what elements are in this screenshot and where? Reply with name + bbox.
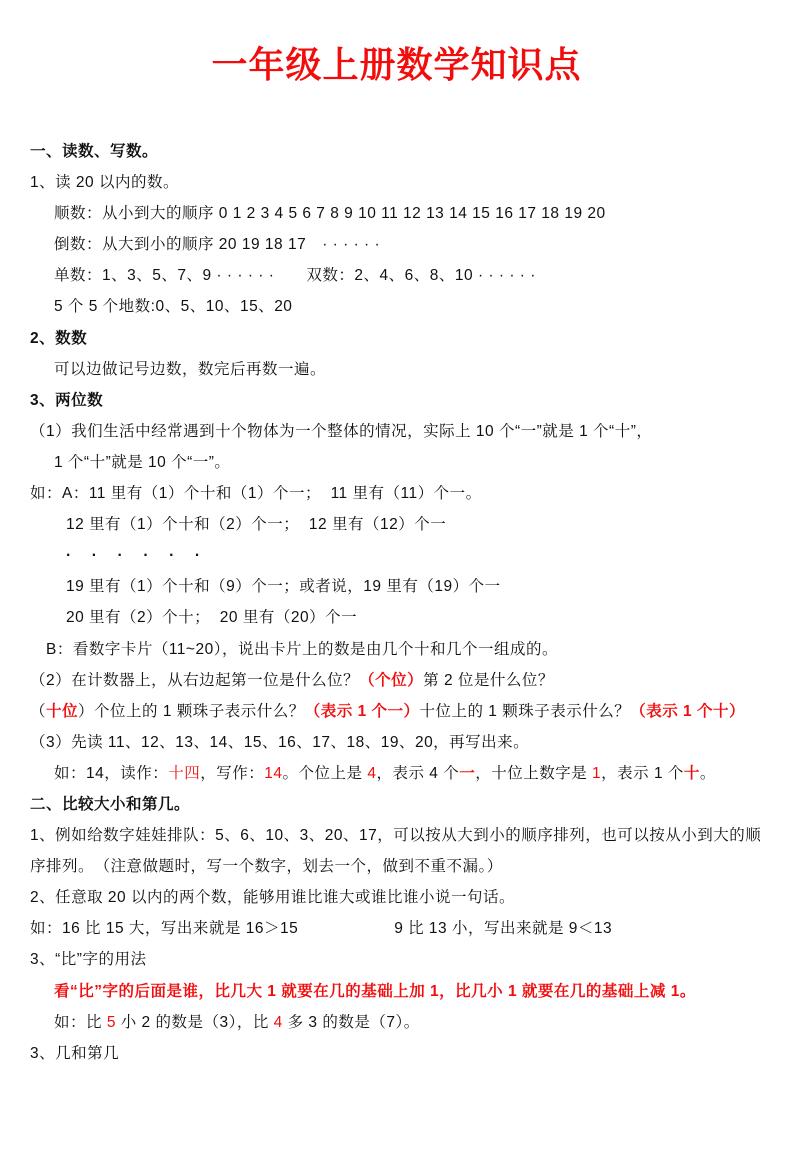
text-segment: · · · · · · [66, 547, 205, 565]
highlighted-text-segment: （个位） [359, 671, 424, 689]
paragraph-line [0, 1038, 793, 1069]
text-segment: 序排列。 （注意做题时，写一个数字，划去一个，做到不重不漏。） [30, 858, 503, 876]
paragraph-line [0, 354, 793, 385]
text-segment: ）个位上的 1 颗珠子表示什么？ [78, 702, 305, 720]
paragraph-line [0, 447, 793, 478]
text-segment: 3、两位数 [30, 391, 104, 409]
highlighted-text-segment: 一 [459, 764, 476, 782]
paragraph-line [0, 976, 793, 1007]
text-segment: 二、比较大小和第几。 [30, 795, 191, 813]
text-segment: 1 个“十”就是 10 个“一”。 [54, 453, 231, 471]
paragraph-line [0, 136, 793, 167]
text-segment: 2、数数 [30, 329, 88, 347]
text-segment: （ [30, 702, 47, 720]
text-segment: 。个位上是 [282, 764, 368, 782]
paragraph-line [0, 758, 793, 789]
text-segment: 十位上的 1 颗珠子表示什么？ [419, 702, 631, 720]
paragraph-line [0, 229, 793, 260]
paragraph-line [0, 851, 793, 882]
highlighted-text-segment: 4 [273, 1013, 283, 1031]
paragraph-line [0, 385, 793, 416]
text-segment: 一、读数、写数。 [30, 143, 159, 160]
text-segment: 20 里有（2）个十； 20 里有（20）个一 [66, 609, 358, 627]
text-segment: ，表示 4 个 [376, 764, 460, 782]
paragraph-line [0, 602, 793, 633]
text-segment: 1、读 20 以内的数。 [30, 174, 179, 192]
text-segment: 。 [699, 764, 716, 782]
text-segment: ，十位上数字是 [475, 764, 593, 782]
highlighted-text-segment: （表示 1 个十） [630, 702, 745, 720]
paragraph-line [0, 167, 793, 198]
paragraph-line [0, 944, 793, 975]
paragraph-line [0, 789, 793, 820]
text-segment: 顺数：从小到大的顺序 0 1 2 3 4 5 6 7 8 9 10 11 12 13 14 15 16 17 18 19 20 [54, 205, 606, 223]
text-segment: 3、“比”字的用法 [30, 951, 147, 969]
highlighted-text-segment: 5 [106, 1013, 116, 1031]
text-segment: 如：比 [54, 1013, 107, 1031]
text-segment: 第 2 位是什么位？ [423, 671, 554, 689]
text-segment: 19 里有（1）个十和（9）个一；或者说，19 里有（19）个一 [66, 578, 501, 596]
text-segment: 5 个 5 个地数:0、5、10、15、20 [54, 298, 293, 316]
text-segment: 可以边做记号边数，数完后再数一遍。 [54, 360, 327, 378]
document-page [0, 42, 793, 1164]
text-segment: 如：16 比 15 大，写出来就是 16＞15 9 比 13 小，写出来就是 9＜13 [30, 920, 613, 938]
paragraph-line [0, 540, 793, 571]
highlighted-text-segment: 十 [683, 764, 700, 782]
highlighted-text-segment: 4 [367, 764, 377, 782]
paragraph-line [0, 478, 793, 509]
highlighted-text-segment: 14 [264, 764, 283, 782]
highlighted-text-segment: 1 [592, 764, 602, 782]
text-segment: 倒数：从大到小的顺序 20 19 18 17 · · · · · · [54, 236, 381, 254]
text-segment: 单数：1、3、5、7、9 · · · · · · 双数：2、4、6、8、10 · · · · · · [54, 267, 536, 285]
paragraph-line [0, 416, 793, 447]
paragraph-line [0, 323, 793, 354]
text-segment: （3）先读 11、12、13、14、15、16、17、18、19、20，再写出来。 [30, 733, 530, 751]
text-segment: （1）我们生活中经常遇到十个物体为一个整体的情况，实际上 10 个“一”就是 1 个“十”， [30, 422, 653, 440]
text-segment: 如：14，读作： [54, 764, 169, 782]
paragraph-line [0, 1007, 793, 1038]
highlighted-text-segment: 十四 [168, 764, 201, 782]
highlighted-text-segment: 十位 [46, 702, 79, 720]
paragraph-line [0, 571, 793, 602]
text-segment: 12 里有（1）个十和（2）个一； 12 里有（12）个一 [66, 516, 447, 534]
paragraph-line [0, 198, 793, 229]
document-body [0, 136, 793, 1069]
paragraph-line [0, 260, 793, 291]
text-segment: 小 2 的数是（3），比 [115, 1013, 274, 1031]
text-segment: 3、几和第几 [30, 1044, 120, 1062]
text-segment: 2、任意取 20 以内的两个数，能够用谁比谁大或谁比谁小说一句话。 [30, 889, 515, 907]
text-segment: ，写作： [200, 764, 265, 782]
highlighted-text-segment: 看“比”字的后面是谁，比几大 1 就要在几的基础上加 1，比几小 1 就要在几的基础上减 1。 [54, 982, 696, 1000]
text-segment: （2）在计数器上，从右边起第一位是什么位？ [30, 671, 360, 689]
paragraph-line [0, 696, 793, 727]
text-segment: 1、例如给数字娃娃排队：5、6、10、3、20、17，可以按从大到小的顺序排列，也可以按从小到大的顺 [30, 827, 762, 845]
text-segment: 如：A：11 里有（1）个十和（1）个一； 11 里有（11）个一。 [30, 485, 482, 503]
text-segment: ，表示 1 个 [601, 764, 684, 782]
paragraph-line [0, 727, 793, 758]
paragraph-line [0, 634, 793, 665]
text-segment: B：看数字卡片（11~20），说出卡片上的数是由几个十和几个一组成的。 [46, 640, 558, 658]
highlighted-text-segment: （表示 1 个一） [304, 702, 420, 720]
paragraph-line [0, 913, 793, 944]
paragraph-line [0, 665, 793, 696]
paragraph-line [0, 291, 793, 322]
paragraph-line [0, 509, 793, 540]
paragraph-line [0, 820, 793, 851]
text-segment: 多 3 的数是（7）。 [282, 1013, 420, 1031]
page-title: 一年级上册数学知识点 [211, 44, 582, 85]
paragraph-line [0, 882, 793, 913]
